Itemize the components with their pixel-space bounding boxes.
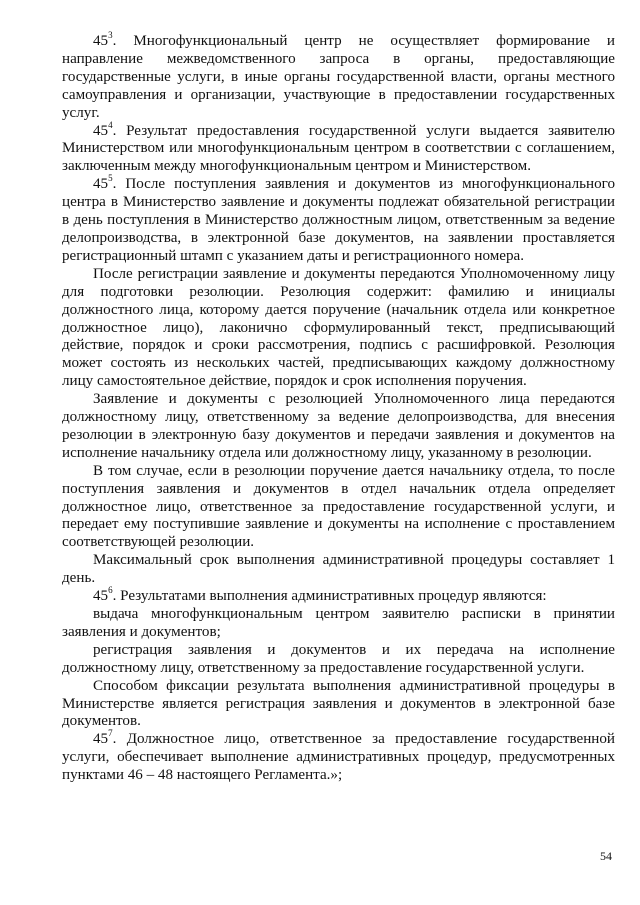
paragraph-text: . Многофункциональный центр не осуществляет формирование и направление межведомственного запроса в органы, предоставляющие государственные услуги, в иные органы государственной власти, органы местного самоуправления и организации, участвующие в предоставлении государственных услуг. — [62, 33, 615, 121]
paragraph-45-7 — [62, 728, 615, 785]
paragraph-text: Заявление и документы с резолюцией Уполномоченного лица передаются должностному лицу, ответственному за ведение делопроизводства, для внесения резолюции в электронную базу документов и передачи заявления и документов на исполнение начальнику отдела или должностному лицу, указанному в резолюции. — [62, 391, 615, 461]
paragraph-45-4 — [62, 119, 615, 177]
paragraph-text: . Должностное лицо, ответственное за предоставление государственной услуги, обеспечивает выполнение административных процедур, предусмотренных пунктами 46 – 48 настоящего Регламента.»; — [62, 731, 615, 784]
clause-number: 45 — [93, 731, 109, 748]
paragraph-result-registration — [62, 642, 615, 678]
clause-superscript: 4 — [108, 119, 113, 130]
paragraph-text: . После поступления заявления и документов из многофункционального центра в Министерство заявление и документы подлежат обязательной регистрации в день поступления в Министерство должностным лицом, ответственным за ведение делопроизводства, в электронной базе документов, на заявлении проставляется регистрационный штамп с указанием даты и регистрационного номера. — [62, 176, 615, 264]
paragraph-transfer — [62, 391, 615, 463]
paragraph-45-3 — [62, 29, 615, 123]
paragraph-fixation — [62, 678, 615, 732]
paragraph-text: выдача многофункциональным центром заявителю расписки в принятии заявления и документов; — [62, 606, 615, 640]
paragraph-text: В том случае, если в резолюции поручение дается начальнику отдела, то после поступления заявления и документов в отдел начальник отдела определяет должностное лицо, ответственное за предоставление государственной услуги, и передает ему поступившие заявление и документы на исполнение с проставлением соответствующей резолюции. — [62, 462, 615, 551]
clause-number: 45 — [93, 176, 109, 193]
paragraph-text: регистрация заявления и документов и их передача на исполнение должностному лицу, ответственному за предоставление государственной услуги. — [62, 641, 615, 676]
paragraph-45-6 — [62, 585, 615, 606]
paragraph-max-term — [62, 552, 615, 588]
clause-superscript: 7 — [108, 728, 113, 739]
paragraph-text: Способом фиксации результата выполнения административной процедуры в Министерстве является регистрация заявления и документов в электронной базе документов. — [62, 677, 615, 730]
paragraph-resolution — [62, 266, 615, 391]
page-number: 54 — [600, 849, 612, 863]
clause-number: 45 — [93, 122, 109, 139]
clause-superscript: 3 — [108, 29, 113, 40]
paragraph-45-5 — [62, 173, 615, 266]
clause-number: 45 — [93, 588, 109, 605]
document-body — [62, 29, 615, 785]
clause-superscript: 5 — [108, 173, 113, 184]
paragraph-result-receipt — [62, 606, 615, 642]
clause-superscript: 6 — [108, 585, 113, 596]
paragraph-text: . Результатами выполнения административных процедур являются: — [112, 588, 547, 605]
paragraph-department-head — [62, 463, 615, 553]
clause-number: 45 — [93, 33, 109, 49]
paragraph-text: . Результат предоставления государственной услуги выдается заявителю Министерством или многофункциональным центром в соответствии с соглашением, заключенным между многофункциональным центром и Министерством. — [62, 122, 615, 175]
paragraph-text: После регистрации заявление и документы передаются Уполномоченному лицу для подготовки резолюции. Резолюция содержит: фамилию и инициалы должностного лица, которому дается поручение (начальник отдела или конкретное должностное лицо), лаконично сформулированный текст, предписывающий действие, порядок и сроки рассмотрения, подпись с расшифровкой. Резолюция может состоять из нескольких частей, предписывающих каждому должностному лицу самостоятельное действие, порядок и срок исполнения поручения. — [62, 265, 615, 390]
paragraph-text: Максимальный срок выполнения административной процедуры составляет 1 день. — [62, 552, 615, 587]
